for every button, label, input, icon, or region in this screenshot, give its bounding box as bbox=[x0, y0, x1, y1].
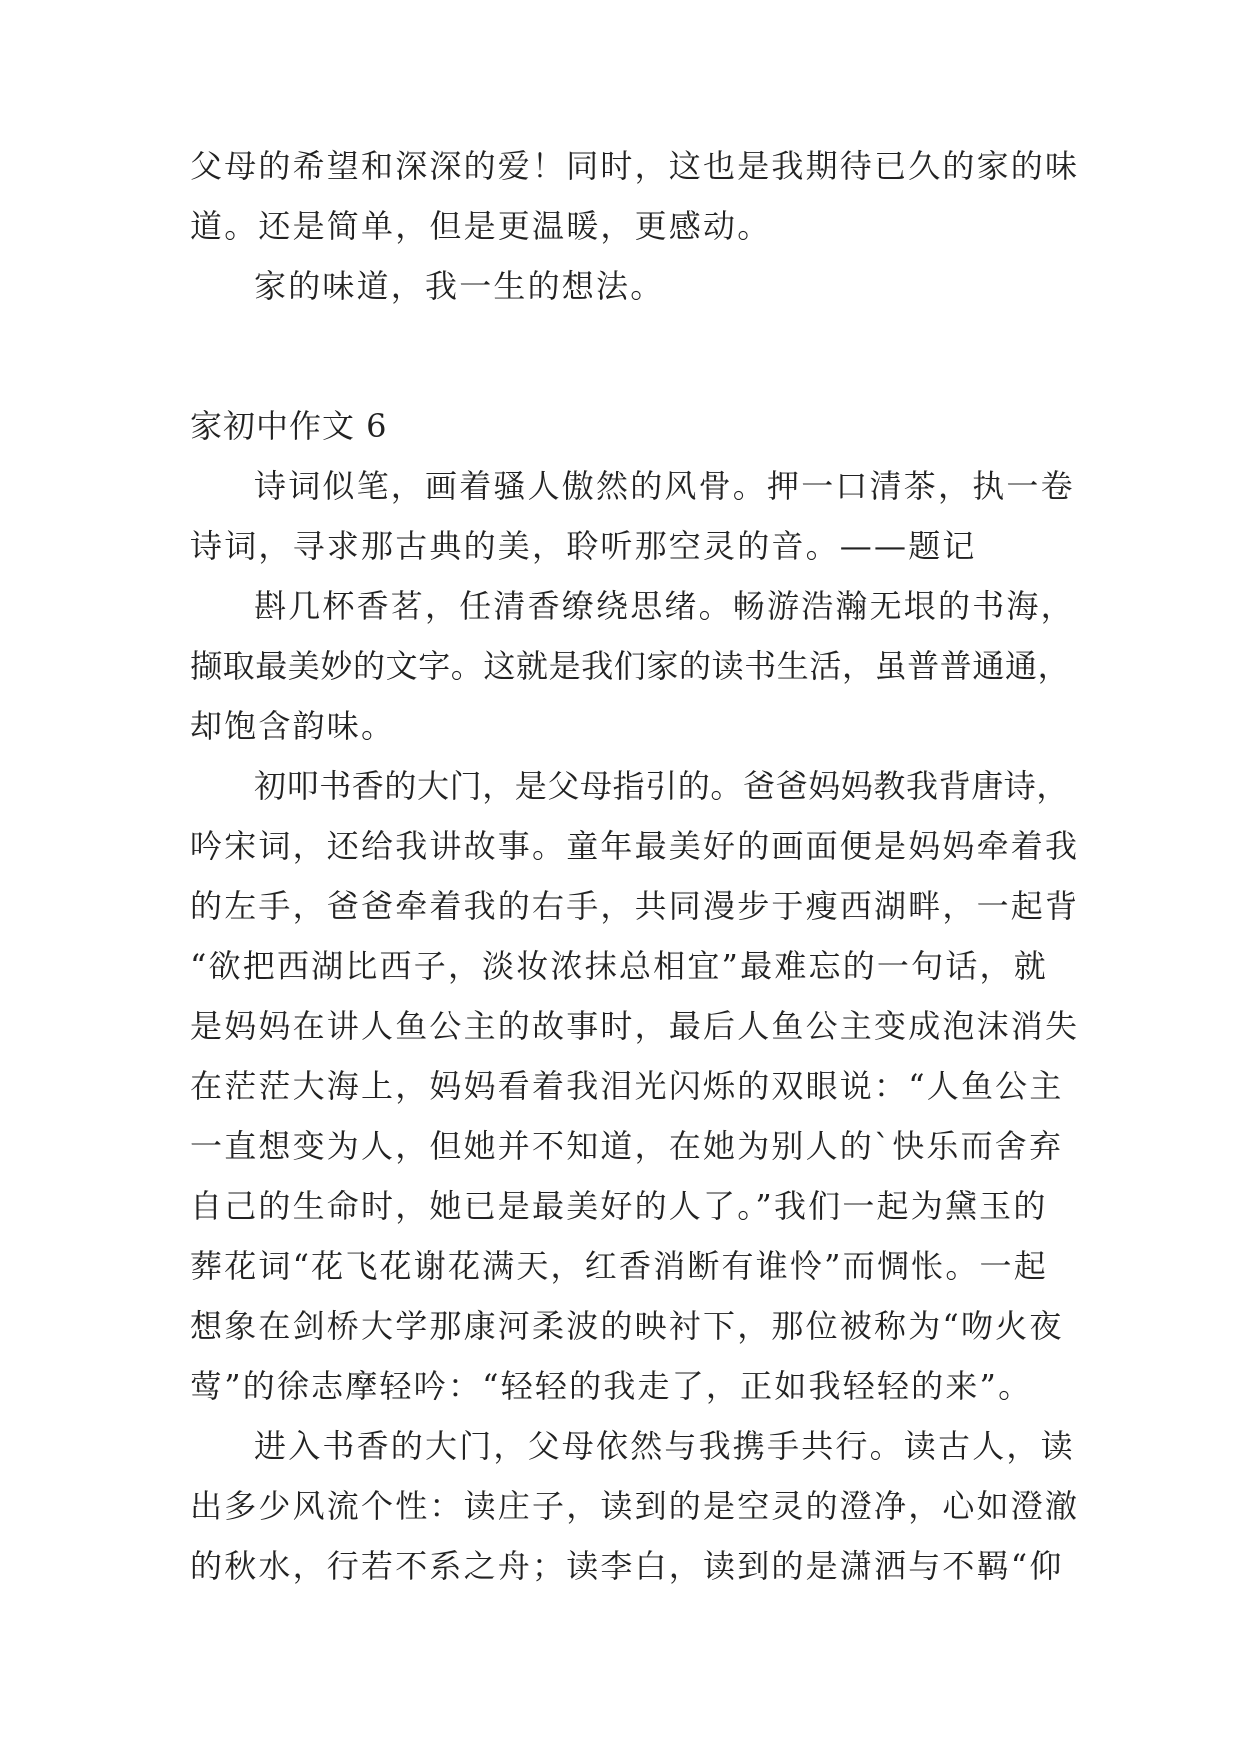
text-line: 想象在剑桥大学那康河柔波的映衬下，那位被称为“吻火夜 bbox=[190, 1307, 1064, 1345]
text-line: 父母的希望和深深的爱！同时，这也是我期待已久的家的味 bbox=[190, 147, 1080, 185]
text-line: 的秋水，行若不系之舟；读李白，读到的是潇洒与不羁“仰 bbox=[190, 1547, 1064, 1585]
text-line: 家的味道，我一生的想法。 bbox=[254, 267, 665, 305]
text-line: 进入书香的大门，父母依然与我携手共行。读古人，读 bbox=[254, 1427, 1075, 1465]
text-line: 斟几杯香茗，任清香缭绕思绪。畅游浩瀚无垠的书海， bbox=[254, 587, 1075, 625]
text-line: 在茫茫大海上，妈妈看着我泪光闪烁的双眼说：“人鱼公主 bbox=[190, 1067, 1064, 1105]
text-line: 一直想变为人，但她并不知道，在她为别人的`快乐而舍弃 bbox=[190, 1127, 1064, 1165]
text-line: 诗词似笔，画着骚人傲然的风骨。押一口清茶，执一卷 bbox=[254, 467, 1075, 505]
text-line: 诗词，寻求那古典的美，聆听那空灵的音。——题记 bbox=[190, 527, 977, 565]
text-line: 自己的生命时，她已是最美好的人了。”我们一起为黛玉的 bbox=[190, 1187, 1048, 1225]
text-line: 出多少风流个性：读庄子，读到的是空灵的澄净，心如澄澈 bbox=[190, 1487, 1080, 1525]
text-line: 葬花词“花飞花谢花满天，红香消断有谁怜”而惆怅。一起 bbox=[190, 1247, 1048, 1285]
text-line: 莺”的徐志摩轻吟：“轻轻的我走了，正如我轻轻的来”。 bbox=[190, 1367, 1033, 1405]
text-line: 道。还是简单，但是更温暖，更感动。 bbox=[190, 207, 772, 245]
text-line: 是妈妈在讲人鱼公主的故事时，最后人鱼公主变成泡沫消失 bbox=[190, 1007, 1080, 1045]
text-line: “欲把西湖比西子，淡妆浓抹总相宜”最难忘的一句话，就 bbox=[190, 947, 1048, 985]
text-line: 吟宋词，还给我讲故事。童年最美好的画面便是妈妈牵着我 bbox=[190, 827, 1080, 865]
text-line: 的左手，爸爸牵着我的右手，共同漫步于瘦西湖畔，一起背 bbox=[190, 887, 1080, 925]
text-line: 却饱含韵味。 bbox=[190, 707, 396, 745]
section-heading: 家初中作文 6 bbox=[190, 407, 388, 445]
text-line: 初叩书香的大门，是父母指引的。爸爸妈妈教我背唐诗， bbox=[254, 767, 1070, 805]
text-line: 撷取最美妙的文字。这就是我们家的读书生活，虽普普通通， bbox=[190, 647, 1071, 685]
